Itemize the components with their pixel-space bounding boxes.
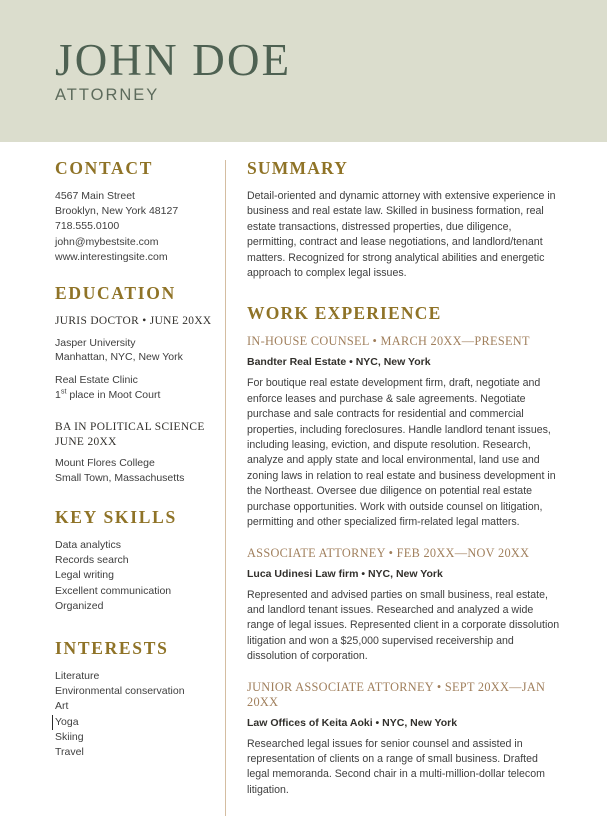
education-location: Small Town, Massachusetts	[55, 471, 185, 484]
list-item: Travel	[55, 745, 84, 758]
job-title: IN-HOUSE COUNSEL • MARCH 20XX—PRESENT	[247, 334, 530, 349]
work-experience-section	[247, 303, 560, 798]
summary-section	[247, 158, 560, 281]
summary-heading: SUMMARY	[247, 158, 349, 178]
job-employer: Law Offices of Keita Aoki • NYC, New York	[247, 716, 458, 729]
education-award-ordinal: st	[60, 386, 67, 396]
education-extra	[55, 373, 225, 402]
main-column	[226, 158, 560, 816]
list-item: Excellent communication	[55, 584, 172, 597]
key-skills-section	[55, 507, 225, 614]
contact-address-city: Brooklyn, New York 48127	[55, 205, 179, 218]
job-description: Researched legal issues for senior counsel and assisted in representation of clients on a range of small business. Drafted legal memoranda. Second chair in a multi-million-dollar telecom litigation.	[247, 737, 545, 796]
list-item: Legal writing	[55, 569, 114, 582]
contact-address-street: 4567 Main Street	[55, 190, 135, 202]
list-item: Records search	[55, 554, 129, 567]
education-school: Mount Flores College	[55, 457, 155, 470]
work-experience-heading: WORK EXPERIENCE	[247, 303, 442, 324]
candidate-name: JOHN DOE	[55, 34, 292, 85]
job-title: JUNIOR ASSOCIATE ATTORNEY • SEPT 20XX—JAN 20XX	[247, 679, 546, 709]
education-degree-line1: BA IN POLITICAL SCIENCE	[55, 421, 205, 434]
list-item: Data analytics	[55, 538, 121, 551]
job-description: Represented and advised parties on small business, real estate, and landlord tenant issues. Researched and analyzed a wide range of legal issues. Represented client in a corporate dissolution litigation and won a $25,000 supervised receivership and dissolution of corporation.	[247, 588, 560, 663]
interests-heading: INTERESTS	[55, 637, 169, 658]
contact-phone: 718.555.0100	[55, 220, 120, 233]
job-entry	[247, 680, 560, 799]
education-entry	[55, 420, 225, 485]
list-item: Literature	[55, 669, 100, 682]
list-item: Organized	[55, 599, 104, 612]
education-heading: EDUCATION	[55, 283, 176, 304]
list-item: Skiing	[55, 730, 84, 743]
list-item: Art	[55, 700, 69, 713]
interests-section	[55, 638, 225, 760]
job-entry	[247, 334, 560, 530]
key-skills-heading: KEY SKILLS	[55, 506, 177, 527]
job-employer: Luca Udinesi Law firm • NYC, New York	[247, 567, 443, 580]
job-title: ASSOCIATE ATTORNEY • FEB 20XX—NOV 20XX	[247, 545, 530, 560]
education-school: Jasper University	[55, 336, 136, 349]
list-item: Environmental conservation	[55, 685, 185, 698]
job-employer: Bandter Real Estate • NYC, New York	[247, 356, 431, 369]
education-clinic: Real Estate Clinic	[55, 374, 138, 387]
contact-website: www.interestingsite.com	[55, 250, 168, 263]
education-section	[55, 283, 225, 485]
education-entry	[55, 314, 225, 402]
education-location: Manhattan, NYC, New York	[55, 350, 183, 363]
list-item: Yoga	[55, 715, 79, 728]
education-degree: JURIS DOCTOR • JUNE 20XX	[55, 315, 212, 328]
contact-section	[55, 158, 225, 265]
text-cursor	[52, 715, 53, 730]
education-award	[55, 388, 225, 402]
job-description: For boutique real estate development firm, draft, negotiate and enforce leases and purchase & sale agreements. Negotiate purchase and sale contracts for residential and commercial properties, including foreclosures. Handle landlord tenant issues, including leasing, eviction, and dispute resolution. Research, analyze and apply state and local environmental, land use and zoning laws in relation to real estate and business development in the Northeast. Oversee due diligence on potential real estate purchase opportunities. Work with outside counsel on litigation, permitting and other specialized firm-related legal matters.	[247, 377, 556, 529]
summary-text: Detail-oriented and dynamic attorney with extensive experience in business and real estate law. Skilled in business formation, real estate transactions, distressed properties, due diligence, permitting, contract and lease negotiations, and landlord/tenant matters. Recognized for strong analytical abilities and energetic approach to complex legal issues.	[247, 190, 556, 280]
contact-email: john@mybestsite.com	[55, 235, 159, 248]
education-award-rank: 1	[55, 388, 61, 401]
job-entry	[247, 546, 560, 665]
education-degree-line2: JUNE 20XX	[55, 435, 117, 448]
sidebar-column	[0, 158, 225, 816]
candidate-title: ATTORNEY	[55, 86, 160, 105]
education-award-text: place in Moot Court	[66, 388, 161, 401]
resume-body	[0, 142, 607, 816]
resume-header	[0, 0, 607, 142]
contact-heading: CONTACT	[55, 158, 154, 178]
